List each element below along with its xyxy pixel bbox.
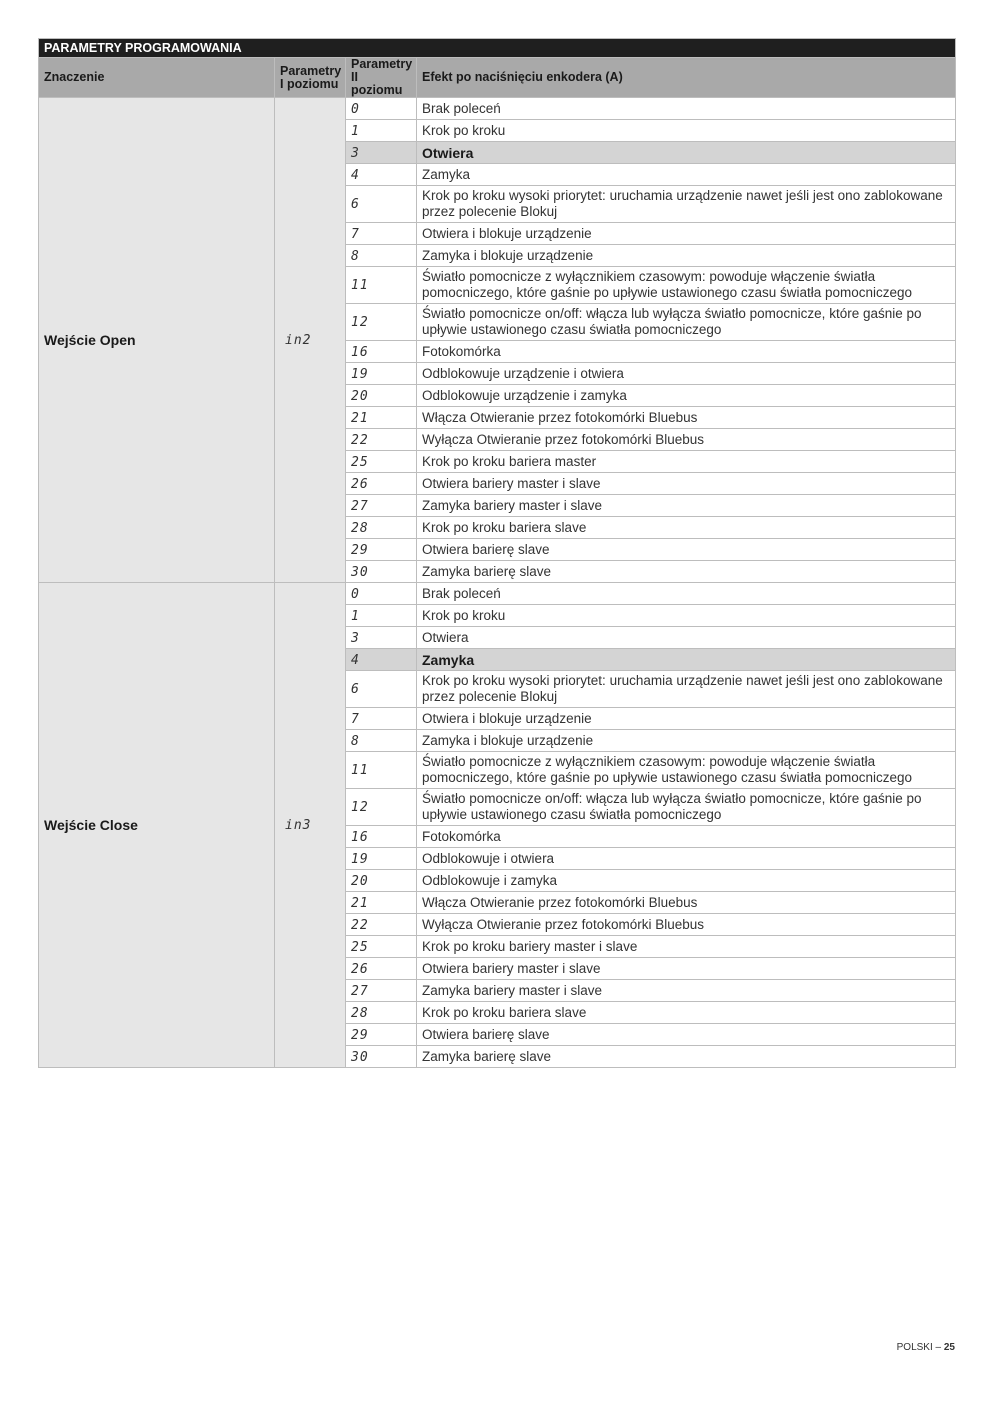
param-level2-code: 27 xyxy=(351,983,369,999)
param-level2-code: 26 xyxy=(351,476,369,492)
section-name: Wejście Open xyxy=(39,98,275,583)
section-name: Wejście Close xyxy=(39,583,275,1068)
param-level2-code: 21 xyxy=(351,895,369,911)
param-level2-cell xyxy=(346,473,417,495)
param-level2-code: 25 xyxy=(351,454,369,470)
param-level2-cell xyxy=(346,605,417,627)
param-level2-cell xyxy=(346,142,417,164)
param-level2-code: 16 xyxy=(351,344,369,360)
param-level2-code: 1 xyxy=(351,608,360,624)
param-level2-code: 20 xyxy=(351,873,369,889)
param-level2-code: 28 xyxy=(351,1005,369,1021)
table-row xyxy=(39,98,956,120)
effect-description: Włącza Otwieranie przez fotokomórki Bluebus xyxy=(417,892,956,914)
param-level2-code: 19 xyxy=(351,851,369,867)
param-level2-code: 22 xyxy=(351,917,369,933)
param-level2-code: 6 xyxy=(351,197,360,212)
footer-language: POLSKI – xyxy=(896,1342,944,1353)
effect-description: Otwiera xyxy=(417,627,956,649)
effect-description: Krok po kroku xyxy=(417,120,956,142)
param-level2-cell xyxy=(346,980,417,1002)
param-level2-code: 27 xyxy=(351,498,369,514)
param-level2-code: 20 xyxy=(351,388,369,404)
param-level2-cell xyxy=(346,98,417,120)
header-effect: Efekt po naciśnięciu enkodera (A) xyxy=(417,58,956,98)
effect-description: Otwiera i blokuje urządzenie xyxy=(417,708,956,730)
effect-description: Odblokowuje i zamyka xyxy=(417,870,956,892)
effect-description: Zamyka xyxy=(417,649,956,671)
param-level2-cell xyxy=(346,451,417,473)
effect-description: Światło pomocnicze z wyłącznikiem czasowym: powoduje włączenie światła pomocniczego, które gaśnie po upływie ustawionego czasu światła pomocniczego xyxy=(417,752,956,789)
effect-description: Światło pomocnicze z wyłącznikiem czasowym: powoduje włączenie światła pomocniczego, które gaśnie po upływie ustawionego czasu światła pomocniczego xyxy=(417,267,956,304)
param-level2-cell xyxy=(346,186,417,223)
table-body xyxy=(39,98,956,1068)
param-level2-code: 3 xyxy=(351,145,360,161)
effect-description: Włącza Otwieranie przez fotokomórki Bluebus xyxy=(417,407,956,429)
param-level2-cell xyxy=(346,870,417,892)
param-level2-code: 22 xyxy=(351,432,369,448)
param-level2-cell xyxy=(346,164,417,186)
param-level2-cell xyxy=(346,730,417,752)
effect-description: Otwiera barierę slave xyxy=(417,1024,956,1046)
header-level2: Parametry II poziomu xyxy=(346,58,417,98)
table-row xyxy=(39,583,956,605)
effect-description: Światło pomocnicze on/off: włącza lub wyłącza światło pomocnicze, które gaśnie po upływie ustawionego czasu światła pomocniczego xyxy=(417,789,956,826)
param-level2-code: 12 xyxy=(351,800,369,815)
param-level2-cell xyxy=(346,341,417,363)
param-level2-cell xyxy=(346,649,417,671)
param-level2-cell xyxy=(346,826,417,848)
effect-description: Krok po kroku bariera slave xyxy=(417,1002,956,1024)
param-level2-cell xyxy=(346,958,417,980)
param-level2-code: 30 xyxy=(351,1049,369,1065)
effect-description: Fotokomórka xyxy=(417,341,956,363)
param-level2-cell xyxy=(346,892,417,914)
param-level2-code: 29 xyxy=(351,542,369,558)
param-level2-code: 25 xyxy=(351,939,369,955)
param-level2-cell xyxy=(346,1046,417,1068)
param-level2-code: 7 xyxy=(351,226,360,242)
effect-description: Zamyka xyxy=(417,164,956,186)
param-level2-cell xyxy=(346,708,417,730)
effect-description: Światło pomocnicze on/off: włącza lub wyłącza światło pomocnicze, które gaśnie po upływie ustawionego czasu światła pomocniczego xyxy=(417,304,956,341)
effect-description: Krok po kroku xyxy=(417,605,956,627)
effect-description: Odblokowuje i otwiera xyxy=(417,848,956,870)
effect-description: Otwiera i blokuje urządzenie xyxy=(417,223,956,245)
param-level2-code: 16 xyxy=(351,829,369,845)
param-level2-cell xyxy=(346,385,417,407)
param-level2-cell xyxy=(346,517,417,539)
page-footer xyxy=(897,1342,955,1353)
param-level2-code: 26 xyxy=(351,961,369,977)
effect-description: Krok po kroku bariera master xyxy=(417,451,956,473)
param-level1-cell xyxy=(275,98,346,583)
param-level2-code: 12 xyxy=(351,315,369,330)
effect-description: Zamyka bariery master i slave xyxy=(417,495,956,517)
effect-description: Odblokowuje urządzenie i zamyka xyxy=(417,385,956,407)
param-level2-cell xyxy=(346,223,417,245)
effect-description: Zamyka i blokuje urządzenie xyxy=(417,245,956,267)
param-level2-code: 11 xyxy=(351,278,369,293)
param-level2-code: 30 xyxy=(351,564,369,580)
param-level2-code: 29 xyxy=(351,1027,369,1043)
effect-description: Krok po kroku wysoki priorytet: uruchamia urządzenie nawet jeśli jest ono zablokowane przez polecenie Blokuj xyxy=(417,671,956,708)
effect-description: Fotokomórka xyxy=(417,826,956,848)
param-level2-cell xyxy=(346,936,417,958)
param-level2-code: 8 xyxy=(351,733,360,749)
effect-description: Otwiera bariery master i slave xyxy=(417,473,956,495)
param-level2-code: 1 xyxy=(351,123,360,139)
param-level2-cell xyxy=(346,539,417,561)
param-level2-cell xyxy=(346,267,417,304)
effect-description: Krok po kroku bariera slave xyxy=(417,517,956,539)
param-level2-cell xyxy=(346,495,417,517)
effect-description: Odblokowuje urządzenie i otwiera xyxy=(417,363,956,385)
param-level2-cell xyxy=(346,627,417,649)
effect-description: Krok po kroku wysoki priorytet: uruchamia urządzenie nawet jeśli jest ono zablokowane przez polecenie Blokuj xyxy=(417,186,956,223)
param-level2-code: 4 xyxy=(351,167,360,183)
param-level2-cell xyxy=(346,363,417,385)
param-level2-cell xyxy=(346,848,417,870)
param-level2-code: 0 xyxy=(351,586,360,602)
header-meaning: Znaczenie xyxy=(39,58,275,98)
param-level1-code: in3 xyxy=(285,818,312,833)
param-level2-cell xyxy=(346,407,417,429)
effect-description: Wyłącza Otwieranie przez fotokomórki Bluebus xyxy=(417,429,956,451)
param-level2-code: 28 xyxy=(351,520,369,536)
param-level2-cell xyxy=(346,914,417,936)
param-level2-cell xyxy=(346,245,417,267)
effect-description: Brak poleceń xyxy=(417,98,956,120)
effect-description: Wyłącza Otwieranie przez fotokomórki Bluebus xyxy=(417,914,956,936)
effect-description: Zamyka bariery master i slave xyxy=(417,980,956,1002)
table-title: PARAMETRY PROGRAMOWANIA xyxy=(39,39,956,58)
param-level1-code: in2 xyxy=(285,333,312,348)
param-level2-cell xyxy=(346,789,417,826)
param-level2-cell xyxy=(346,429,417,451)
param-level2-cell xyxy=(346,561,417,583)
param-level1-cell xyxy=(275,583,346,1068)
effect-description: Otwiera bariery master i slave xyxy=(417,958,956,980)
param-level2-code: 19 xyxy=(351,366,369,382)
param-level2-code: 3 xyxy=(351,630,360,646)
param-level2-cell xyxy=(346,304,417,341)
effect-description: Otwiera barierę slave xyxy=(417,539,956,561)
parameters-table xyxy=(38,38,956,1068)
param-level2-code: 7 xyxy=(351,711,360,727)
param-level2-cell xyxy=(346,1002,417,1024)
effect-description: Krok po kroku bariery master i slave xyxy=(417,936,956,958)
param-level2-cell xyxy=(346,671,417,708)
effect-description: Zamyka i blokuje urządzenie xyxy=(417,730,956,752)
param-level2-cell xyxy=(346,752,417,789)
page-number: 25 xyxy=(943,1342,955,1353)
param-level2-cell xyxy=(346,1024,417,1046)
effect-description: Otwiera xyxy=(417,142,956,164)
effect-description: Zamyka barierę slave xyxy=(417,1046,956,1068)
param-level2-code: 0 xyxy=(351,101,360,117)
param-level2-code: 21 xyxy=(351,410,369,426)
param-level2-code: 8 xyxy=(351,248,360,264)
param-level2-code: 6 xyxy=(351,682,360,697)
param-level2-code: 4 xyxy=(351,652,360,668)
header-level1: Parametry I poziomu xyxy=(275,58,346,98)
param-level2-cell xyxy=(346,120,417,142)
effect-description: Brak poleceń xyxy=(417,583,956,605)
param-level2-cell xyxy=(346,583,417,605)
effect-description: Zamyka barierę slave xyxy=(417,561,956,583)
param-level2-code: 11 xyxy=(351,763,369,778)
